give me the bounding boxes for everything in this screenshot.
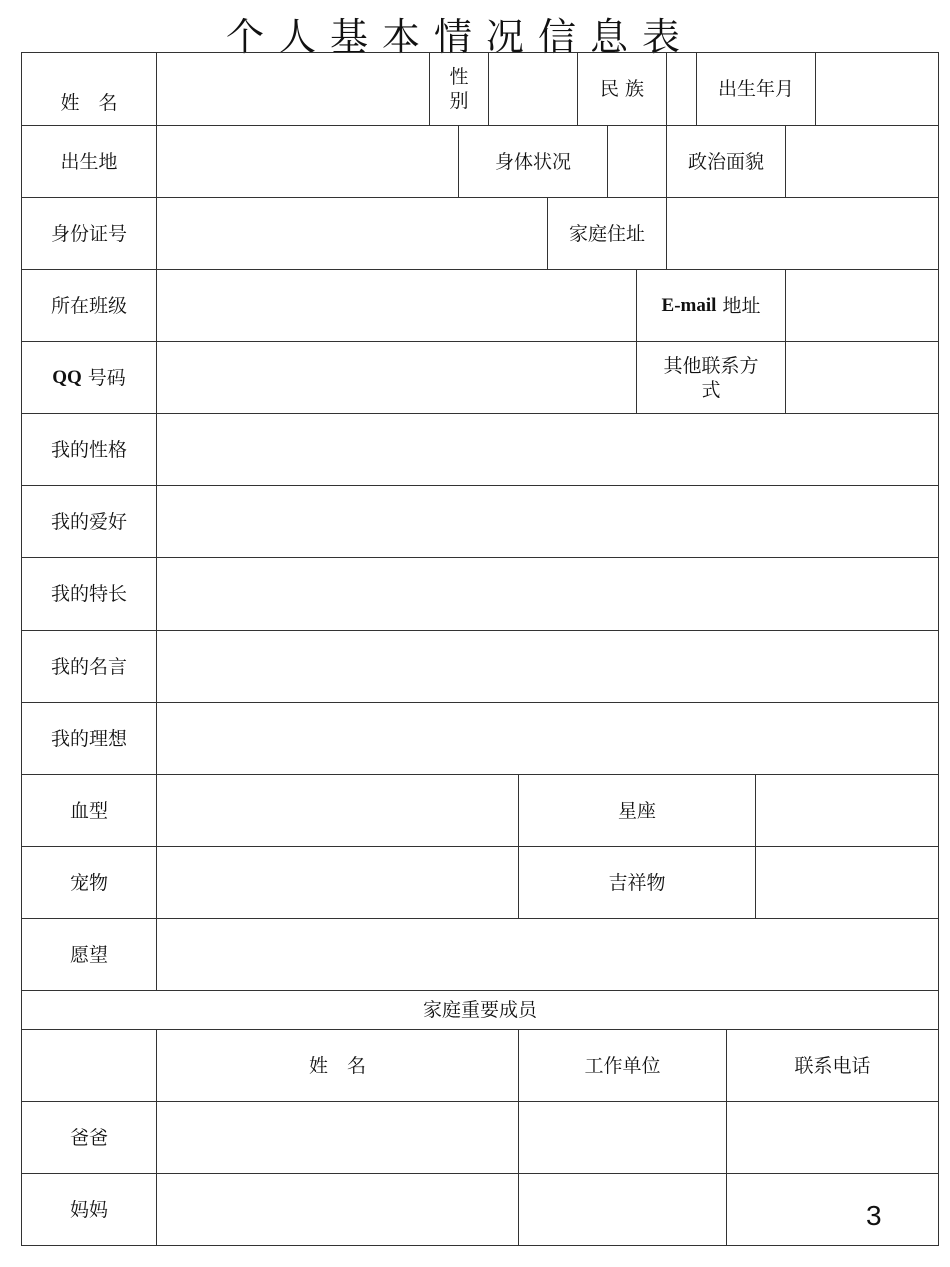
name-field[interactable] [156, 52, 430, 126]
label-political: 政治面貌 [666, 125, 786, 198]
label-hobby: 我的爱好 [21, 485, 157, 558]
ideal-field[interactable] [156, 702, 939, 775]
zodiac-field[interactable] [755, 774, 939, 847]
qq-label-bold: QQ [52, 366, 82, 388]
label-qq [21, 341, 157, 414]
wish-field[interactable] [156, 918, 939, 991]
page-number: 3 [866, 1200, 882, 1231]
label-wish: 愿望 [21, 918, 157, 991]
page-title: 个人基本情况信息表 [225, 15, 694, 59]
label-talent: 我的特长 [21, 557, 157, 631]
ethnicity-field[interactable] [666, 52, 697, 126]
label-father: 爸爸 [21, 1101, 157, 1174]
address-field[interactable] [666, 197, 939, 270]
motto-field[interactable] [156, 630, 939, 703]
label-name: 姓 名 [21, 52, 157, 126]
label-other-contact: 其他联系方式 [636, 341, 786, 414]
father-name-field[interactable] [156, 1101, 519, 1174]
label-mascot: 吉祥物 [518, 846, 756, 919]
personality-field[interactable] [156, 413, 939, 486]
label-id: 身份证号 [21, 197, 157, 270]
label-motto: 我的名言 [21, 630, 157, 703]
mother-work-field[interactable] [518, 1173, 727, 1246]
id-field[interactable] [156, 197, 548, 270]
gender-field[interactable] [488, 52, 578, 126]
label-birth: 出生年月 [696, 52, 816, 126]
label-personality: 我的性格 [21, 413, 157, 486]
email-field[interactable] [785, 269, 939, 342]
birthplace-field[interactable] [156, 125, 459, 198]
family-col-phone: 联系电话 [726, 1029, 939, 1102]
label-mother: 妈妈 [21, 1173, 157, 1246]
family-section-header: 家庭重要成员 [21, 990, 939, 1030]
other-contact-field[interactable] [785, 341, 939, 414]
email-label-text: 地址 [716, 294, 761, 317]
label-email [636, 269, 786, 342]
family-corner-cell [21, 1029, 157, 1102]
health-field[interactable] [607, 125, 667, 198]
mascot-field[interactable] [755, 846, 939, 919]
label-class: 所在班级 [21, 269, 157, 342]
talent-field[interactable] [156, 557, 939, 631]
qq-field[interactable] [156, 341, 637, 414]
blood-field[interactable] [156, 774, 519, 847]
label-ideal: 我的理想 [21, 702, 157, 775]
hobby-field[interactable] [156, 485, 939, 558]
label-gender: 性别 [429, 52, 489, 126]
family-col-work: 工作单位 [518, 1029, 727, 1102]
father-work-field[interactable] [518, 1101, 727, 1174]
father-phone-field[interactable] [726, 1101, 939, 1174]
label-birthplace: 出生地 [21, 125, 157, 198]
political-field[interactable] [785, 125, 939, 198]
mother-name-field[interactable] [156, 1173, 519, 1246]
class-field[interactable] [156, 269, 637, 342]
pet-field[interactable] [156, 846, 519, 919]
label-pet: 宠物 [21, 846, 157, 919]
mother-phone-field[interactable] [726, 1173, 939, 1246]
label-blood: 血型 [21, 774, 157, 847]
label-zodiac: 星座 [518, 774, 756, 847]
family-col-name: 姓 名 [156, 1029, 519, 1102]
label-health: 身体状况 [458, 125, 608, 198]
label-address: 家庭住址 [547, 197, 667, 270]
birth-field[interactable] [815, 52, 939, 126]
email-label-bold: E-mail [661, 294, 717, 316]
label-ethnicity: 民 族 [577, 52, 667, 126]
qq-label-text: 号码 [81, 366, 126, 389]
